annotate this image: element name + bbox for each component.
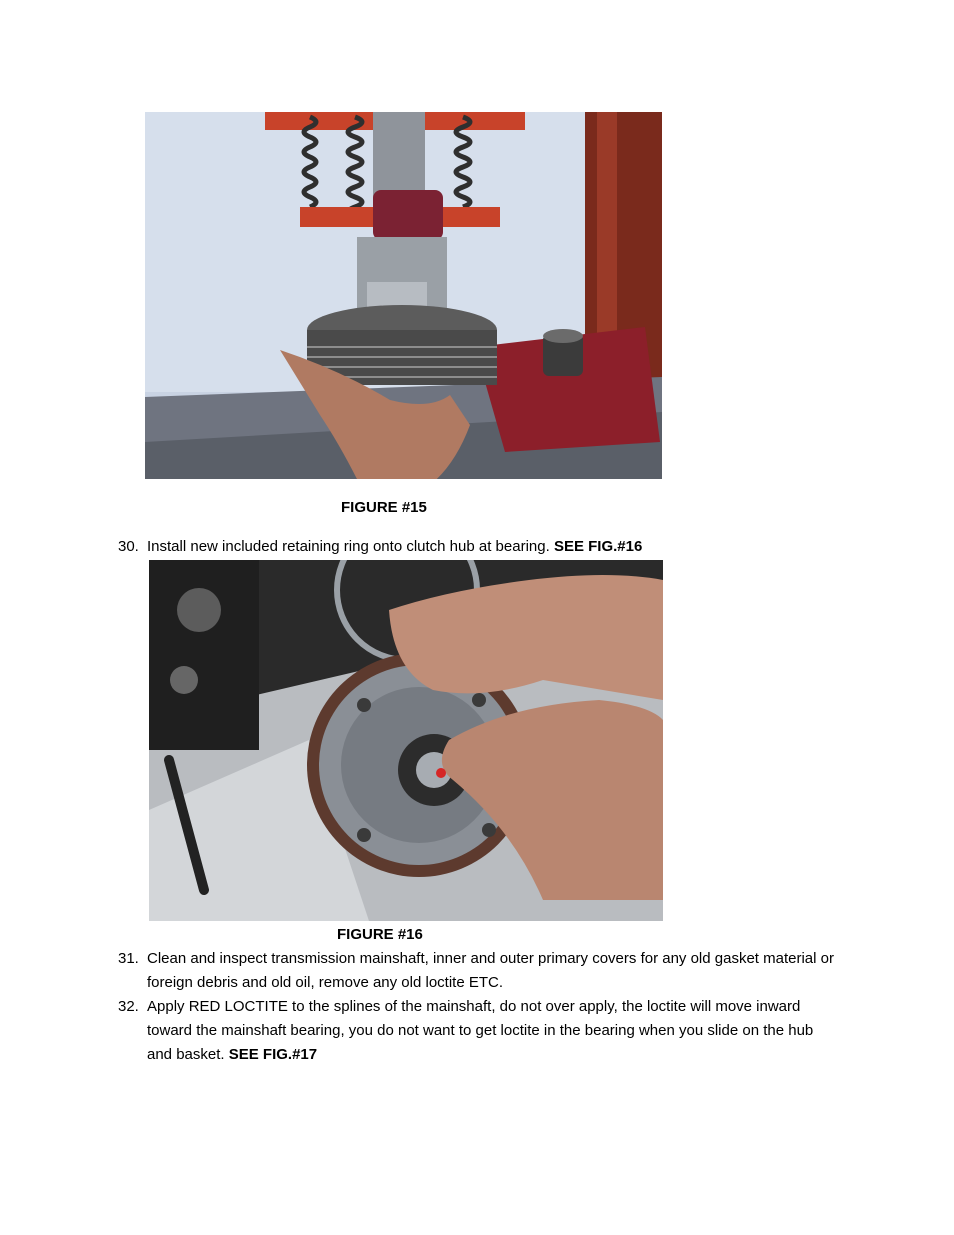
step-32 — [118, 995, 838, 1067]
figure-16-caption: FIGURE #16 — [337, 926, 423, 943]
step-text: Install new included retaining ring onto clutch hub at bearing. — [147, 538, 554, 555]
step-30 — [118, 535, 838, 559]
figure-15-photo — [145, 112, 662, 479]
figure-reference: SEE FIG.#16 — [553, 538, 643, 555]
retaining-ring-illustration — [149, 560, 663, 921]
figure-16-photo — [149, 560, 663, 921]
clutch-press-illustration — [145, 112, 662, 479]
step-number: 32. — [118, 998, 139, 1015]
step-31 — [118, 947, 838, 995]
figure-reference: SEE FIG.#17 — [228, 1046, 318, 1063]
step-number: 30. — [118, 538, 139, 555]
step-text: Apply RED LOCTITE to the splines of the mainshaft, do not over apply, the loctite will move inward toward the mainshaft bearing, you do not want to get loctite in the bearing when you slide on the hub and basket. — [147, 998, 814, 1063]
step-text: Clean and inspect transmission mainshaft, inner and outer primary covers for any old gasket material or foreign debris and old oil, remove any old loctite ETC. — [147, 950, 834, 991]
step-number: 31. — [118, 950, 139, 967]
figure-15-caption: FIGURE #15 — [341, 499, 427, 516]
